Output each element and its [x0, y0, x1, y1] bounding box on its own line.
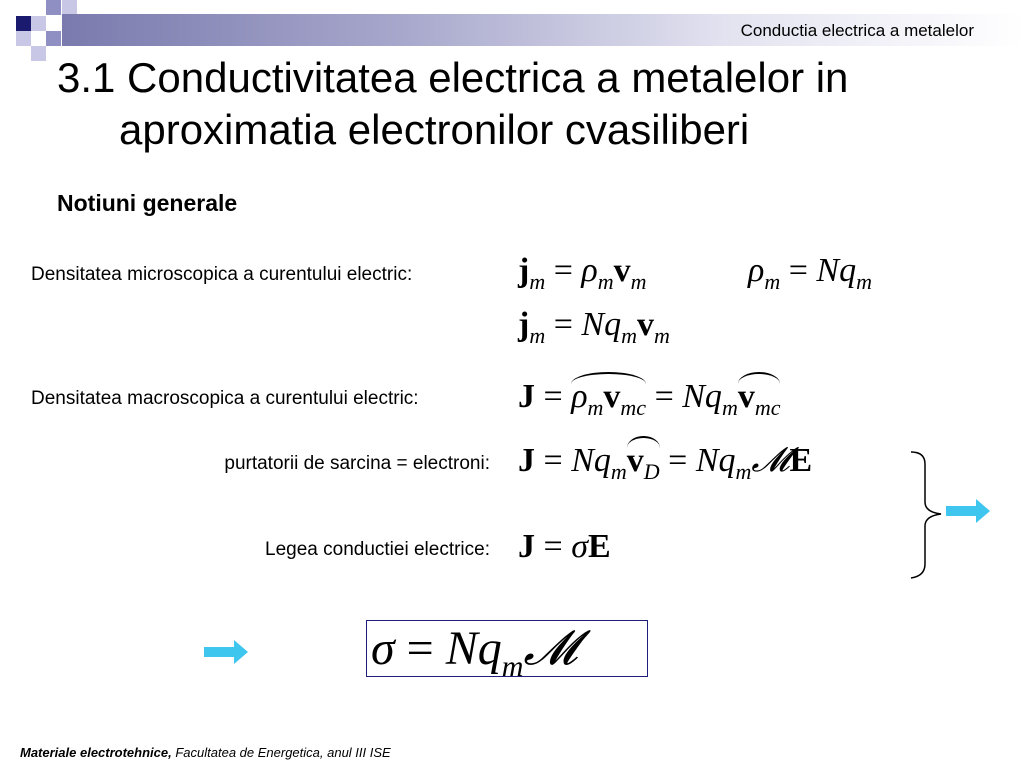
corner-square-light [62, 0, 77, 15]
corner-square-light [31, 16, 46, 31]
slide-title [57, 52, 997, 156]
right-brace-icon [905, 450, 949, 580]
micro-current-label: Densitatea microscopica a curentului electric: [31, 264, 413, 285]
slide-title-line2: aproximatia electronilor cvasiliberi [119, 106, 750, 153]
equation-ohm-law: J = σE [518, 528, 611, 565]
corner-square-dark [16, 16, 31, 31]
corner-square-mid [46, 31, 61, 46]
footer [20, 745, 391, 760]
equation-micro-current-expanded: $j_m = Nq_mv_m$ [518, 306, 670, 348]
equation-macro-current-density: $J = \rho_mv_{mc} = Nq_mv_{mc}$ [518, 378, 781, 420]
equation-drift-current: $J = Nq_mv_D$ = $Nq_m𝓜E$ [518, 442, 813, 484]
corner-square-light [16, 31, 31, 46]
section-subtitle: Notiuni generale [57, 190, 238, 216]
macro-current-label: Densitatea macroscopica a curentului electric: [31, 388, 419, 409]
boxed-conductivity-formula: $\sigma = Nq_m𝓜$ [366, 620, 648, 677]
corner-square-light [31, 46, 46, 61]
corner-square-mid [46, 0, 61, 15]
equation-micro-current-density: $j_m = \rho_mv_m$ [518, 252, 647, 294]
footer-details: Facultatea de Energetica, anul III ISE [171, 745, 391, 760]
conduction-law-label: Legea conductiei electrice: [265, 539, 490, 560]
right-arrow-icon [204, 638, 250, 666]
slide-title-line1: 3.1 Conductivitatea electrica a metalelor in [57, 54, 849, 101]
right-arrow-icon [946, 497, 992, 525]
equation-charge-density: $\rho_m = Nq_m$ [748, 252, 872, 294]
header-title: Conductia electrica a metalelor [740, 21, 974, 40]
carriers-label: purtatorii de sarcina = electroni: [224, 453, 490, 474]
footer-course: Materiale electrotehnice, [20, 745, 172, 760]
